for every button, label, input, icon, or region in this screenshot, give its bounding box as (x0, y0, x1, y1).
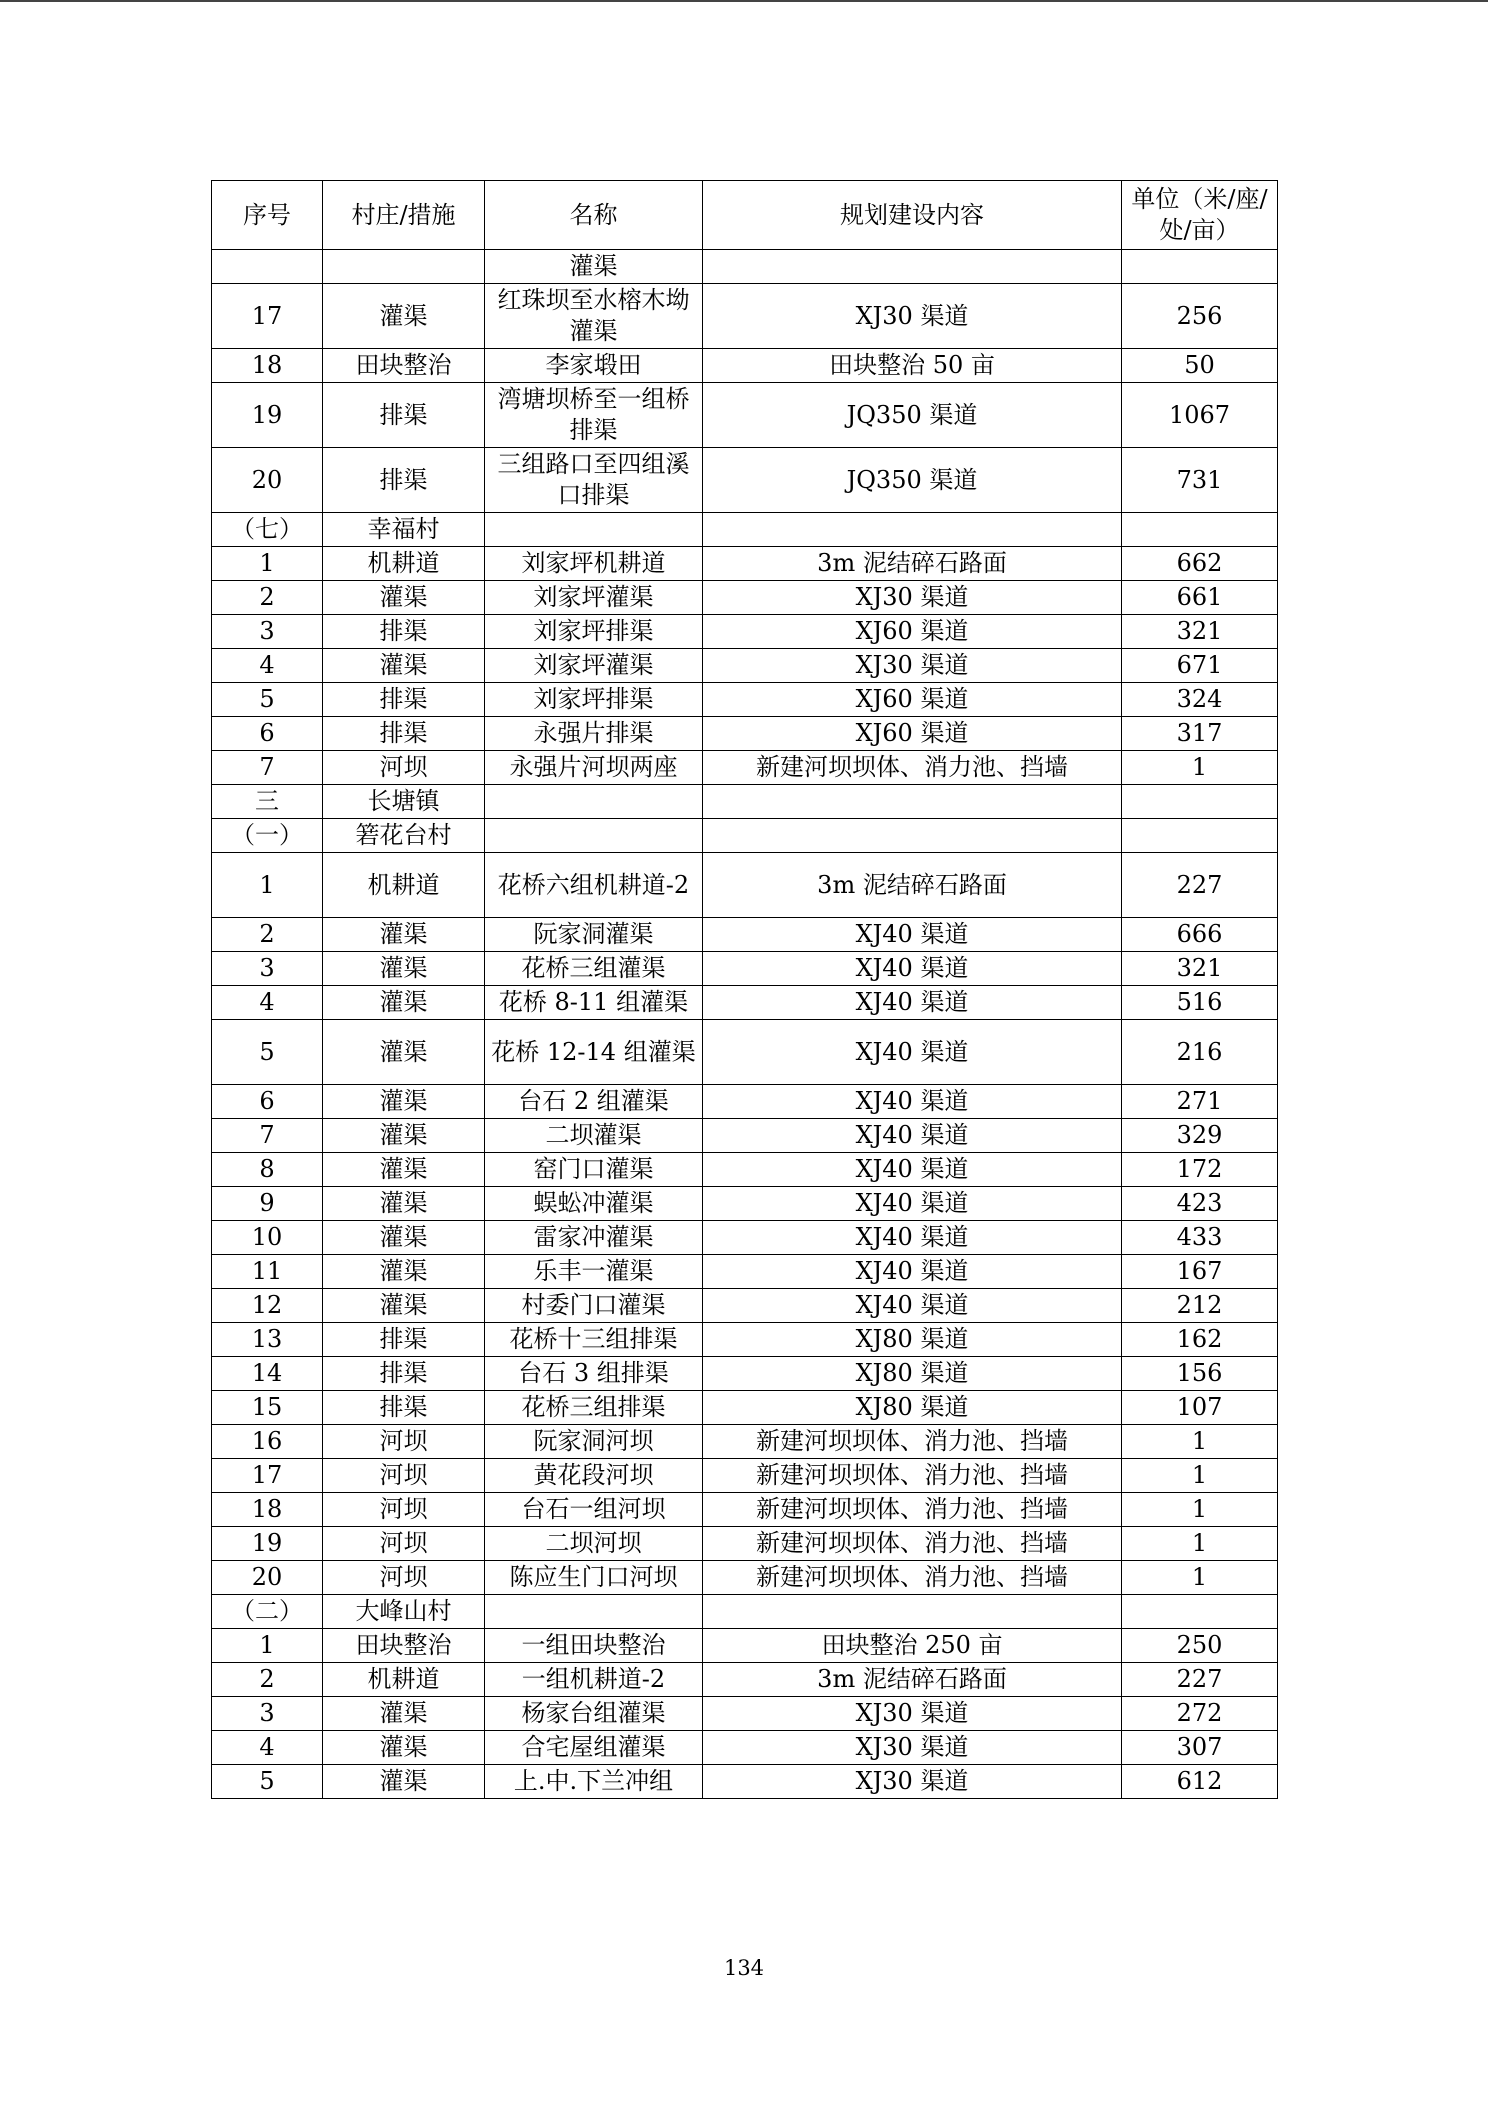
cell-seq: 6 (212, 717, 323, 751)
table-row (212, 1357, 1278, 1391)
cell-seq: 17 (212, 284, 323, 349)
cell-name: 台石 2 组灌渠 (485, 1085, 703, 1119)
section-row (212, 785, 1278, 819)
cell-name: 上.中.下兰冲组 (485, 1765, 703, 1799)
cell-name (485, 819, 703, 853)
cell-village: 河坝 (323, 1527, 485, 1561)
cell-content: XJ40 渠道 (703, 1221, 1122, 1255)
cell-unit: 227 (1122, 853, 1278, 918)
table-row (212, 649, 1278, 683)
cell-content: XJ30 渠道 (703, 1697, 1122, 1731)
cell-village (323, 250, 485, 284)
cell-unit: 107 (1122, 1391, 1278, 1425)
cell-unit: 162 (1122, 1323, 1278, 1357)
cell-unit: 671 (1122, 649, 1278, 683)
cell-village: 灌渠 (323, 952, 485, 986)
cell-content: 田块整治 250 亩 (703, 1629, 1122, 1663)
cell-content: JQ350 渠道 (703, 448, 1122, 513)
cell-seq: 1 (212, 853, 323, 918)
table-row (212, 1289, 1278, 1323)
header-seq: 序号 (212, 181, 323, 250)
table-row (212, 952, 1278, 986)
cell-content (703, 819, 1122, 853)
cell-unit: 321 (1122, 952, 1278, 986)
cell-name: 蜈蚣冲灌渠 (485, 1187, 703, 1221)
cell-seq: 三 (212, 785, 323, 819)
cell-name: 一组机耕道-2 (485, 1663, 703, 1697)
cell-village: 箬花台村 (323, 819, 485, 853)
cell-content (703, 785, 1122, 819)
cell-seq: 17 (212, 1459, 323, 1493)
cell-unit (1122, 785, 1278, 819)
cell-name: 阮家洞灌渠 (485, 918, 703, 952)
table-row (212, 1561, 1278, 1595)
cell-content: XJ80 渠道 (703, 1323, 1122, 1357)
cell-village: 排渠 (323, 1391, 485, 1425)
cell-name (485, 513, 703, 547)
cell-name: 合宅屋组灌渠 (485, 1731, 703, 1765)
cell-name: 刘家坪排渠 (485, 615, 703, 649)
cell-unit: 317 (1122, 717, 1278, 751)
cell-name: 刘家坪灌渠 (485, 581, 703, 615)
cell-content: 新建河坝坝体、消力池、挡墙 (703, 1527, 1122, 1561)
cell-unit: 516 (1122, 986, 1278, 1020)
cell-unit: 256 (1122, 284, 1278, 349)
cell-seq: 6 (212, 1085, 323, 1119)
cell-name: 永强片河坝两座 (485, 751, 703, 785)
cell-seq: 20 (212, 1561, 323, 1595)
table-row (212, 1391, 1278, 1425)
cell-name: 灌渠 (485, 250, 703, 284)
cell-village: 灌渠 (323, 918, 485, 952)
table-body (212, 250, 1278, 1799)
cell-unit: 212 (1122, 1289, 1278, 1323)
header-unit: 单位（米/座/处/亩） (1122, 181, 1278, 250)
cell-seq: 4 (212, 1731, 323, 1765)
table-row (212, 918, 1278, 952)
cell-unit: 1 (1122, 1527, 1278, 1561)
cell-seq: 2 (212, 918, 323, 952)
page-number: 134 (723, 1956, 765, 1980)
section-row (212, 513, 1278, 547)
table-row (212, 1459, 1278, 1493)
cell-content: XJ30 渠道 (703, 1765, 1122, 1799)
cell-village: 灌渠 (323, 1289, 485, 1323)
cell-seq: 20 (212, 448, 323, 513)
cell-unit: 271 (1122, 1085, 1278, 1119)
cell-unit: 172 (1122, 1153, 1278, 1187)
cell-seq: （二） (212, 1595, 323, 1629)
cell-content: XJ30 渠道 (703, 649, 1122, 683)
cell-content (703, 250, 1122, 284)
cell-unit: 307 (1122, 1731, 1278, 1765)
cell-seq: 9 (212, 1187, 323, 1221)
cell-village: 机耕道 (323, 1663, 485, 1697)
table-row (212, 615, 1278, 649)
cell-village: 排渠 (323, 717, 485, 751)
cell-name: 台石一组河坝 (485, 1493, 703, 1527)
cell-village: 田块整治 (323, 349, 485, 383)
header-content: 规划建设内容 (703, 181, 1122, 250)
cell-name: 台石 3 组排渠 (485, 1357, 703, 1391)
cell-name: 雷家冲灌渠 (485, 1221, 703, 1255)
cell-content: 新建河坝坝体、消力池、挡墙 (703, 1561, 1122, 1595)
cell-seq: 3 (212, 615, 323, 649)
cell-seq: 5 (212, 1020, 323, 1085)
cell-unit: 50 (1122, 349, 1278, 383)
cell-seq: 5 (212, 683, 323, 717)
cell-seq: （七） (212, 513, 323, 547)
cell-village: 灌渠 (323, 1765, 485, 1799)
page-top-rule (0, 0, 1488, 2)
cell-content: 新建河坝坝体、消力池、挡墙 (703, 1493, 1122, 1527)
cell-unit: 216 (1122, 1020, 1278, 1085)
table-row (212, 1153, 1278, 1187)
cell-seq: 19 (212, 1527, 323, 1561)
table-row (212, 1020, 1278, 1085)
table-row (212, 751, 1278, 785)
cell-content: XJ40 渠道 (703, 1119, 1122, 1153)
cell-village: 河坝 (323, 1459, 485, 1493)
cell-unit: 731 (1122, 448, 1278, 513)
table-row (212, 986, 1278, 1020)
cell-seq: 3 (212, 1697, 323, 1731)
cell-name: 红珠坝至水榕木坳灌渠 (485, 284, 703, 349)
cell-name: 花桥 12-14 组灌渠 (485, 1020, 703, 1085)
table-row (212, 349, 1278, 383)
cell-content: XJ30 渠道 (703, 284, 1122, 349)
cell-village: 长塘镇 (323, 785, 485, 819)
cell-content: XJ60 渠道 (703, 615, 1122, 649)
cell-village: 排渠 (323, 615, 485, 649)
table-row (212, 1663, 1278, 1697)
cell-unit: 1067 (1122, 383, 1278, 448)
table-header-row (212, 181, 1278, 250)
cell-content: XJ40 渠道 (703, 1153, 1122, 1187)
cell-village: 机耕道 (323, 547, 485, 581)
cell-village: 田块整治 (323, 1629, 485, 1663)
cell-seq: 3 (212, 952, 323, 986)
cell-village: 灌渠 (323, 1255, 485, 1289)
cell-village: 灌渠 (323, 284, 485, 349)
cell-name: 刘家坪机耕道 (485, 547, 703, 581)
cell-village: 河坝 (323, 1493, 485, 1527)
cell-seq: 19 (212, 383, 323, 448)
cell-village: 灌渠 (323, 1153, 485, 1187)
cell-seq: 7 (212, 1119, 323, 1153)
cell-village: 灌渠 (323, 1221, 485, 1255)
cell-content: XJ30 渠道 (703, 1731, 1122, 1765)
cell-content: XJ40 渠道 (703, 1020, 1122, 1085)
cell-village: 机耕道 (323, 853, 485, 918)
cell-name: 三组路口至四组溪口排渠 (485, 448, 703, 513)
cell-village: 灌渠 (323, 986, 485, 1020)
cell-content (703, 1595, 1122, 1629)
table-row (212, 1255, 1278, 1289)
cell-village: 灌渠 (323, 581, 485, 615)
table-row (212, 1765, 1278, 1799)
table-row (212, 717, 1278, 751)
cell-name: 花桥六组机耕道-2 (485, 853, 703, 918)
cell-content: 3m 泥结碎石路面 (703, 547, 1122, 581)
cell-name: 刘家坪灌渠 (485, 649, 703, 683)
cell-unit (1122, 819, 1278, 853)
cell-village: 幸福村 (323, 513, 485, 547)
cell-name: 花桥三组排渠 (485, 1391, 703, 1425)
cell-unit: 329 (1122, 1119, 1278, 1153)
table-row (212, 448, 1278, 513)
cell-seq: 12 (212, 1289, 323, 1323)
cell-name (485, 1595, 703, 1629)
cell-village: 排渠 (323, 383, 485, 448)
cell-village: 河坝 (323, 751, 485, 785)
cell-unit: 250 (1122, 1629, 1278, 1663)
cell-content: 3m 泥结碎石路面 (703, 853, 1122, 918)
cell-seq: 16 (212, 1425, 323, 1459)
cell-name: 花桥三组灌渠 (485, 952, 703, 986)
cell-seq: 1 (212, 547, 323, 581)
cell-name: 湾塘坝桥至一组桥排渠 (485, 383, 703, 448)
cell-unit: 662 (1122, 547, 1278, 581)
cell-village: 灌渠 (323, 1697, 485, 1731)
cell-content: XJ60 渠道 (703, 717, 1122, 751)
cell-unit: 324 (1122, 683, 1278, 717)
cell-unit: 1 (1122, 1493, 1278, 1527)
cell-village: 排渠 (323, 1357, 485, 1391)
cell-content: XJ60 渠道 (703, 683, 1122, 717)
section-row (212, 1595, 1278, 1629)
table-row (212, 1493, 1278, 1527)
cell-unit: 1 (1122, 1561, 1278, 1595)
cell-unit: 272 (1122, 1697, 1278, 1731)
cell-village: 灌渠 (323, 1119, 485, 1153)
cell-village: 大峰山村 (323, 1595, 485, 1629)
cell-name: 窑门口灌渠 (485, 1153, 703, 1187)
table-row (212, 581, 1278, 615)
cell-name: 陈应生门口河坝 (485, 1561, 703, 1595)
cell-seq: 1 (212, 1629, 323, 1663)
table-row (212, 853, 1278, 918)
table-row (212, 1425, 1278, 1459)
cell-content: 3m 泥结碎石路面 (703, 1663, 1122, 1697)
cell-unit: 1 (1122, 1425, 1278, 1459)
cell-seq: 2 (212, 581, 323, 615)
cell-seq: 10 (212, 1221, 323, 1255)
cell-seq: 18 (212, 1493, 323, 1527)
cell-seq (212, 250, 323, 284)
cell-content: 新建河坝坝体、消力池、挡墙 (703, 751, 1122, 785)
cell-name: 村委门口灌渠 (485, 1289, 703, 1323)
table-row (212, 383, 1278, 448)
table-row (212, 547, 1278, 581)
cell-unit: 433 (1122, 1221, 1278, 1255)
table-row (212, 1085, 1278, 1119)
cell-content: XJ40 渠道 (703, 952, 1122, 986)
cell-seq: 8 (212, 1153, 323, 1187)
cell-name: 二坝河坝 (485, 1527, 703, 1561)
cell-unit: 321 (1122, 615, 1278, 649)
cell-village: 灌渠 (323, 1085, 485, 1119)
cell-name: 花桥 8-11 组灌渠 (485, 986, 703, 1020)
cell-seq: 11 (212, 1255, 323, 1289)
cell-name: 二坝灌渠 (485, 1119, 703, 1153)
cell-content: 新建河坝坝体、消力池、挡墙 (703, 1459, 1122, 1493)
cell-content: XJ40 渠道 (703, 1255, 1122, 1289)
cell-village: 灌渠 (323, 1731, 485, 1765)
cell-village: 排渠 (323, 1323, 485, 1357)
cell-village: 排渠 (323, 448, 485, 513)
cell-unit: 1 (1122, 1459, 1278, 1493)
cell-content: XJ40 渠道 (703, 1187, 1122, 1221)
cell-seq: 2 (212, 1663, 323, 1697)
table-row (212, 683, 1278, 717)
cell-unit: 661 (1122, 581, 1278, 615)
table-row (212, 1629, 1278, 1663)
cell-unit: 227 (1122, 1663, 1278, 1697)
table-row (212, 284, 1278, 349)
cell-content: XJ40 渠道 (703, 986, 1122, 1020)
cell-seq: 5 (212, 1765, 323, 1799)
cell-seq: 15 (212, 1391, 323, 1425)
cell-content: XJ80 渠道 (703, 1357, 1122, 1391)
cell-unit: 1 (1122, 751, 1278, 785)
section-row (212, 819, 1278, 853)
table-row (212, 1731, 1278, 1765)
cell-village: 灌渠 (323, 1187, 485, 1221)
cell-village: 排渠 (323, 683, 485, 717)
table-row (212, 1697, 1278, 1731)
cell-name: 乐丰一灌渠 (485, 1255, 703, 1289)
cell-village: 河坝 (323, 1561, 485, 1595)
cell-name: 花桥十三组排渠 (485, 1323, 703, 1357)
cell-name: 永强片排渠 (485, 717, 703, 751)
table-row (212, 1323, 1278, 1357)
cell-unit: 156 (1122, 1357, 1278, 1391)
cell-unit: 612 (1122, 1765, 1278, 1799)
cell-content: XJ30 渠道 (703, 581, 1122, 615)
table-row (212, 1119, 1278, 1153)
cell-seq: 13 (212, 1323, 323, 1357)
table-row (212, 1221, 1278, 1255)
cell-unit (1122, 250, 1278, 284)
cell-content (703, 513, 1122, 547)
table-row (212, 1187, 1278, 1221)
cell-village: 灌渠 (323, 1020, 485, 1085)
cell-content: XJ40 渠道 (703, 918, 1122, 952)
cell-content: XJ40 渠道 (703, 1289, 1122, 1323)
cell-name: 一组田块整治 (485, 1629, 703, 1663)
cell-name: 李家塅田 (485, 349, 703, 383)
cell-content: XJ40 渠道 (703, 1085, 1122, 1119)
cell-unit: 423 (1122, 1187, 1278, 1221)
header-name: 名称 (485, 181, 703, 250)
cell-content: JQ350 渠道 (703, 383, 1122, 448)
cell-seq: 18 (212, 349, 323, 383)
cell-content: 新建河坝坝体、消力池、挡墙 (703, 1425, 1122, 1459)
cell-village: 河坝 (323, 1425, 485, 1459)
cell-content: XJ80 渠道 (703, 1391, 1122, 1425)
cell-name: 阮家洞河坝 (485, 1425, 703, 1459)
cell-name: 黄花段河坝 (485, 1459, 703, 1493)
table-row (212, 250, 1278, 284)
planning-table (211, 180, 1278, 1799)
cell-seq: 4 (212, 649, 323, 683)
cell-unit (1122, 513, 1278, 547)
cell-seq: 4 (212, 986, 323, 1020)
cell-content: 田块整治 50 亩 (703, 349, 1122, 383)
cell-name (485, 785, 703, 819)
cell-unit: 666 (1122, 918, 1278, 952)
cell-unit: 167 (1122, 1255, 1278, 1289)
header-village: 村庄/措施 (323, 181, 485, 250)
cell-seq: 7 (212, 751, 323, 785)
cell-seq: （一） (212, 819, 323, 853)
cell-village: 灌渠 (323, 649, 485, 683)
cell-unit (1122, 1595, 1278, 1629)
cell-name: 刘家坪排渠 (485, 683, 703, 717)
cell-seq: 14 (212, 1357, 323, 1391)
table-row (212, 1527, 1278, 1561)
cell-name: 杨家台组灌渠 (485, 1697, 703, 1731)
